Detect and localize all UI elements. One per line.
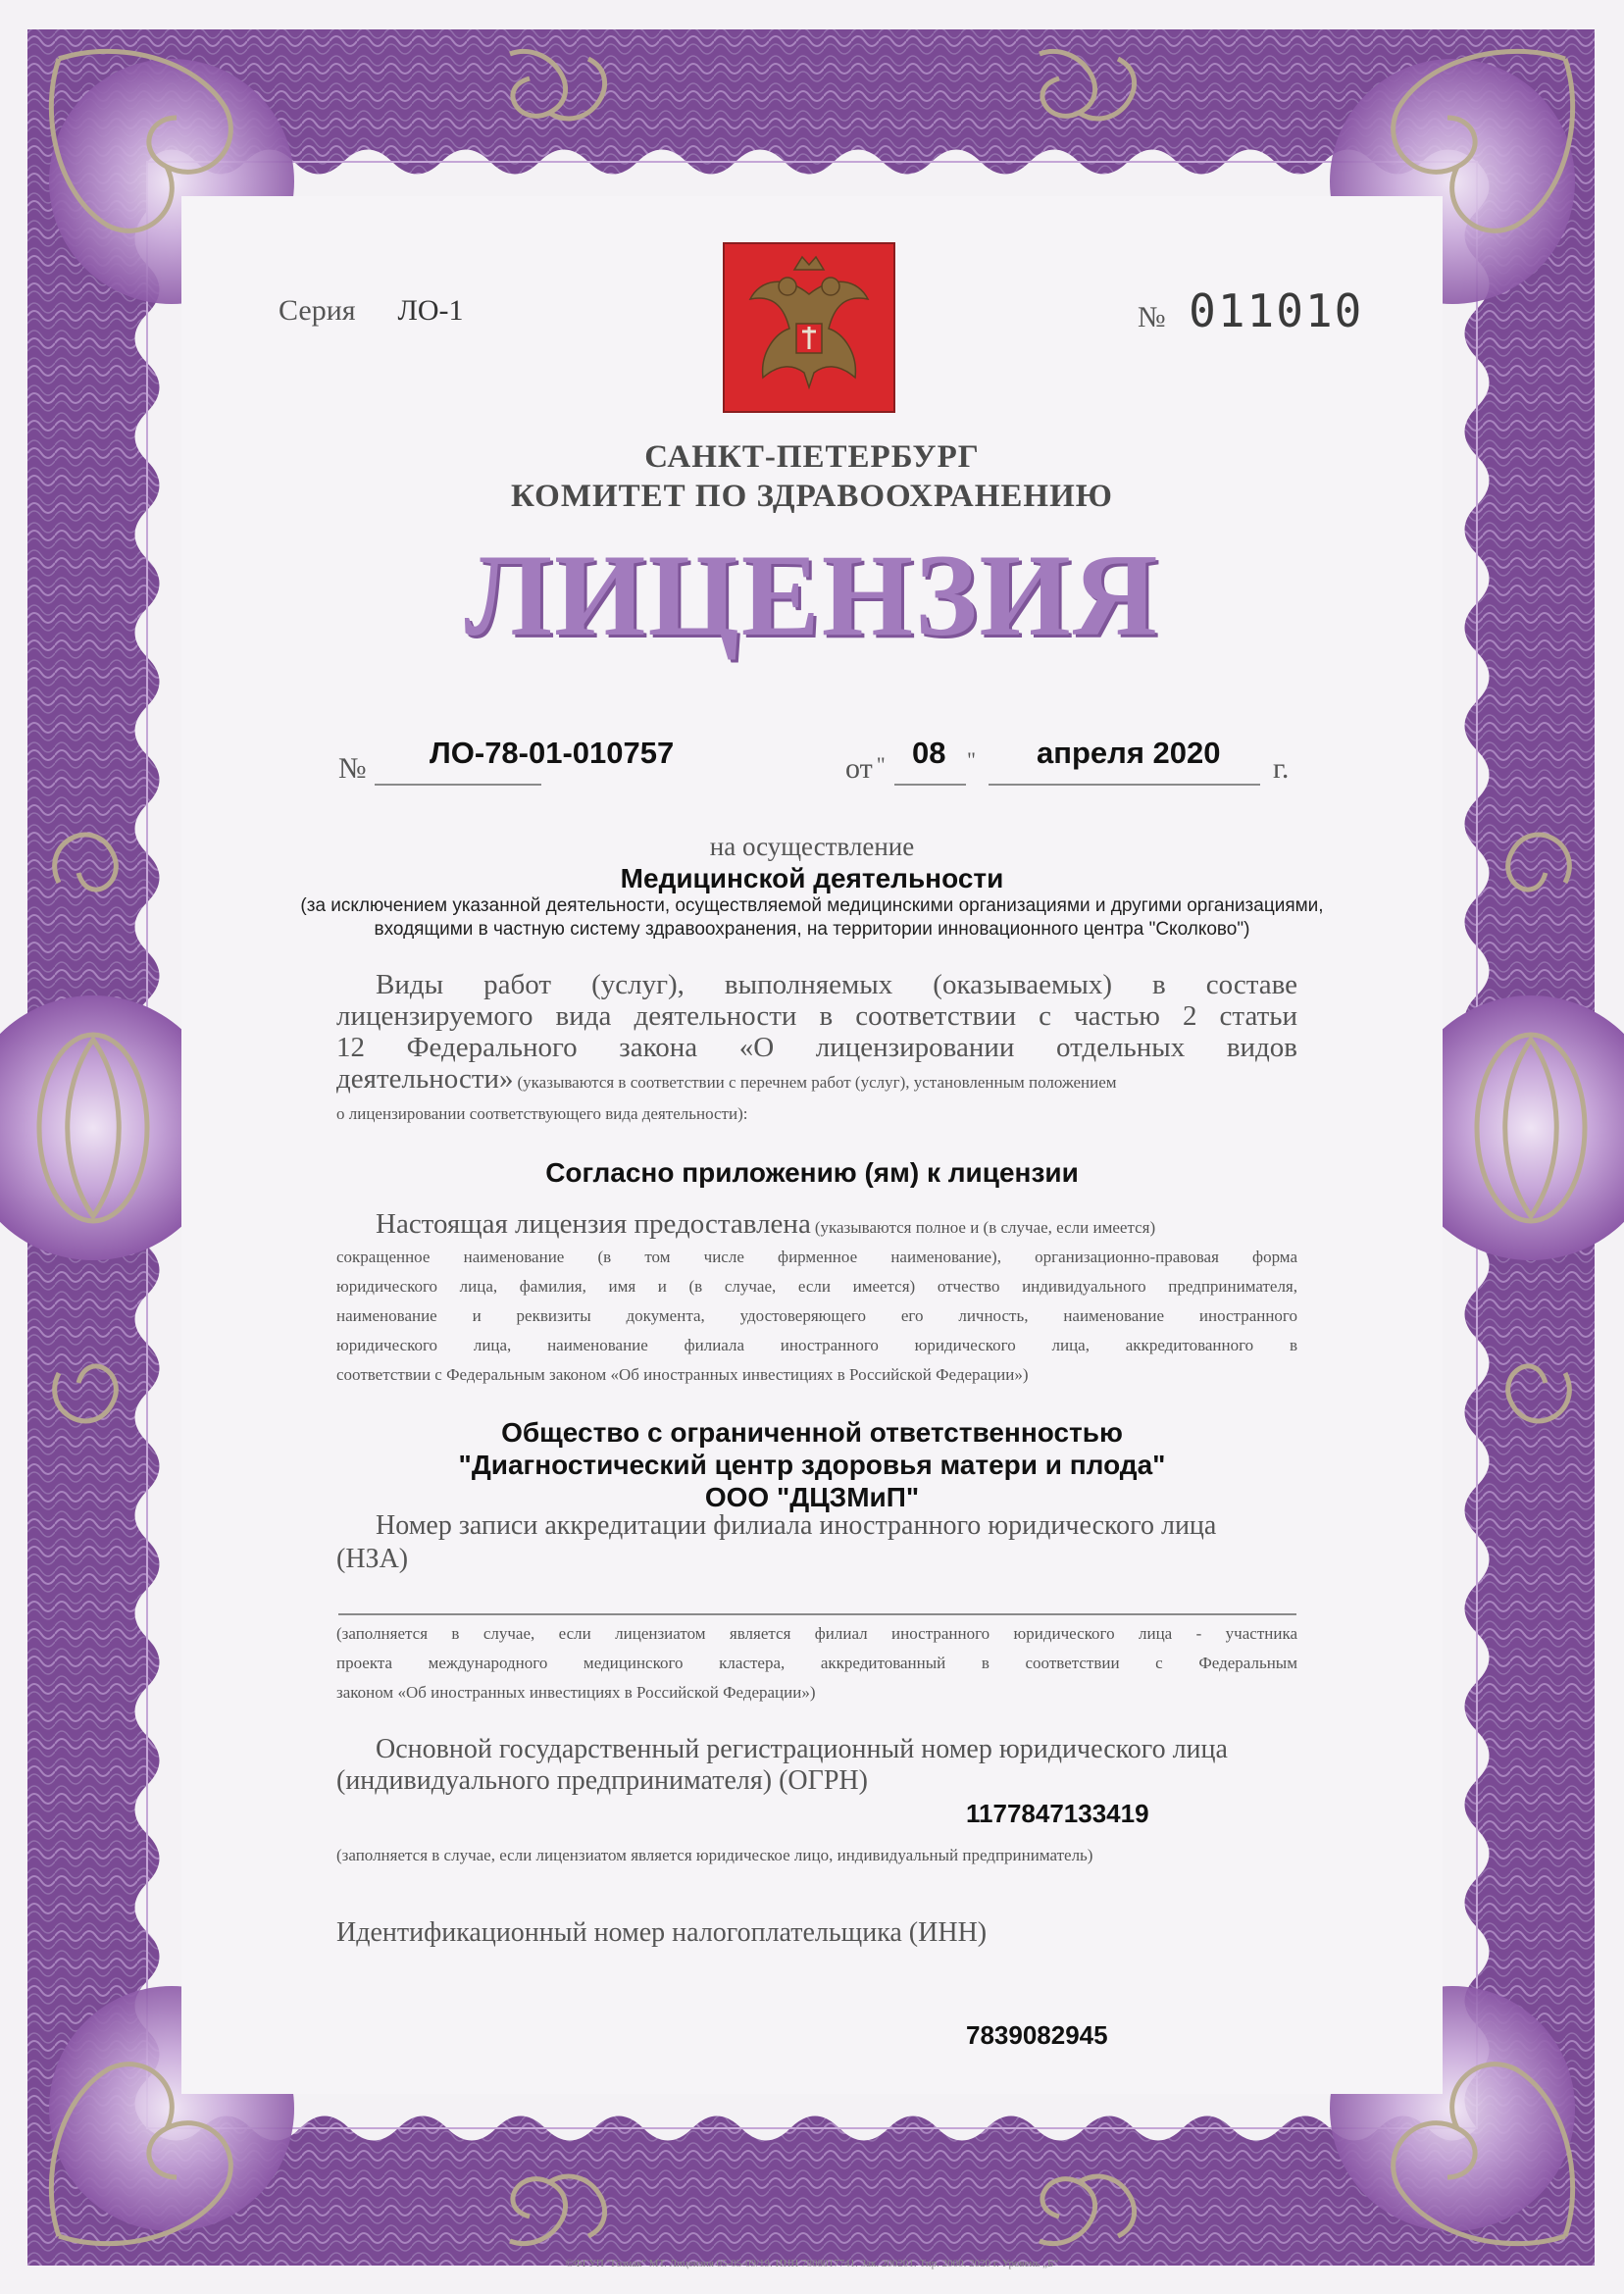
blank-number-value: 011010 (1189, 284, 1364, 337)
granted-line-3: юридического лица, фамилия, имя и (в случае, если имеется) отчество индивидуального предпринимателя, (336, 1277, 1297, 1296)
nza-note-1: (заполняется в случае, если лицензиатом является филиал иностранного юридического лица - участника (336, 1624, 1297, 1643)
nza-note-2: проекта международного медицинского кластера, аккредитованный в соответствии с Федеральным (336, 1654, 1297, 1672)
granted-line-1: Настоящая лицензия предоставлена (указываются полное и (в случае, если имеется) (376, 1208, 1156, 1240)
license-number-label: № (338, 752, 367, 785)
activity-intro: на осуществление (709, 832, 915, 861)
activity-note-2: входящими в частную систему здравоохранения, на территории инновационного центра "Сколково") (374, 919, 1250, 940)
works-value: Согласно приложению (ям) к лицензии (545, 1157, 1079, 1188)
license-number: ЛО-78-01-010757 (430, 736, 675, 770)
works-line-4: деятельности» (указываются в соответствии с перечнем работ (услуг), установленным положением (336, 1063, 1117, 1095)
issuer-city: САНКТ-ПЕТЕРБУРГ (644, 439, 980, 475)
nza-line-1: Номер записи аккредитации филиала иностранного юридического лица (376, 1510, 1217, 1541)
ogrn-line-1: Основной государственный регистрационный номер юридического лица (376, 1734, 1228, 1764)
granted-line-4: наименование и реквизиты документа, удостоверяющего его личность, наименование иностранного (336, 1306, 1297, 1325)
inn-value: 7839082945 (966, 2020, 1108, 2050)
coat-of-arms-icon (724, 243, 894, 412)
works-line-5: о лицензировании соответствующего вида деятельности): (336, 1104, 748, 1123)
nza-note-3: законом «Об иностранных инвестициях в Российской Федерации») (336, 1683, 816, 1702)
granted-line-6: соответствии с Федеральным законом «Об иностранных инвестициях в Российской Федерации») (336, 1365, 1029, 1384)
ogrn-line-2: (индивидуального предпринимателя) (ОГРН) (336, 1765, 868, 1796)
document-title: ЛИЦЕНЗИЯ (464, 530, 1160, 660)
inn-label: Идентификационный номер налогоплательщика (ИНН) (336, 1917, 988, 1948)
activity-name: Медицинской деятельности (620, 863, 1004, 893)
org-short-name: ООО "ДЦЗМиП" (704, 1482, 920, 1512)
series-label: Серия (279, 294, 356, 327)
date-from-label: от " (845, 752, 886, 785)
org-name-1: Общество с ограниченной ответственностью (501, 1417, 1123, 1448)
ogrn-value: 1177847133419 (966, 1799, 1149, 1828)
works-line-2: лицензируемого вида деятельности в соответствии с частью 2 статьи (336, 1000, 1297, 1032)
works-line-1: Виды работ (услуг), выполняемых (оказываемых) в составе (376, 969, 1297, 1000)
issuer-committee: КОМИТЕТ ПО ЗДРАВООХРАНЕНИЮ (511, 479, 1113, 514)
year-suffix: г. (1273, 752, 1290, 785)
date-close-quote: " (967, 747, 976, 772)
blank-number-label: № (1138, 301, 1166, 333)
blank-number-field (1138, 284, 1363, 337)
license-month-year: апреля 2020 (1037, 736, 1221, 770)
granted-line-5: юридического лица, наименование филиала иностранного юридического лица, аккредитованного в (336, 1336, 1297, 1354)
license-day: 08 (912, 736, 946, 770)
nza-line-2: (НЗА) (336, 1544, 409, 1574)
works-line-3: 12 Федерального закона «О лицензировании отдельных видов (336, 1032, 1297, 1063)
series-value: ЛО-1 (397, 294, 464, 327)
granted-line-2: сокращенное наименование (в том числе фирменное наименование), организационно-правовая форма (336, 1248, 1297, 1266)
activity-note-1: (за исключением указанной деятельности, осуществляемой медицинскими организациями и другими организациями, (300, 895, 1324, 916)
ogrn-note: (заполняется в случае, если лицензиатом является юридическое лицо, индивидуальный предприниматель) (336, 1846, 1093, 1864)
org-name-2: "Диагностический центр здоровья матери и плода" (458, 1450, 1166, 1480)
series-field (279, 294, 464, 328)
printer-imprint: ©ФГУП "Гознак" МТ. Лицензия 05-05-09/19. ИНН 7808017741. Зак. 200201. Тир. 2000. 2020 г. Уровень „Б“ (565, 2258, 1059, 2269)
